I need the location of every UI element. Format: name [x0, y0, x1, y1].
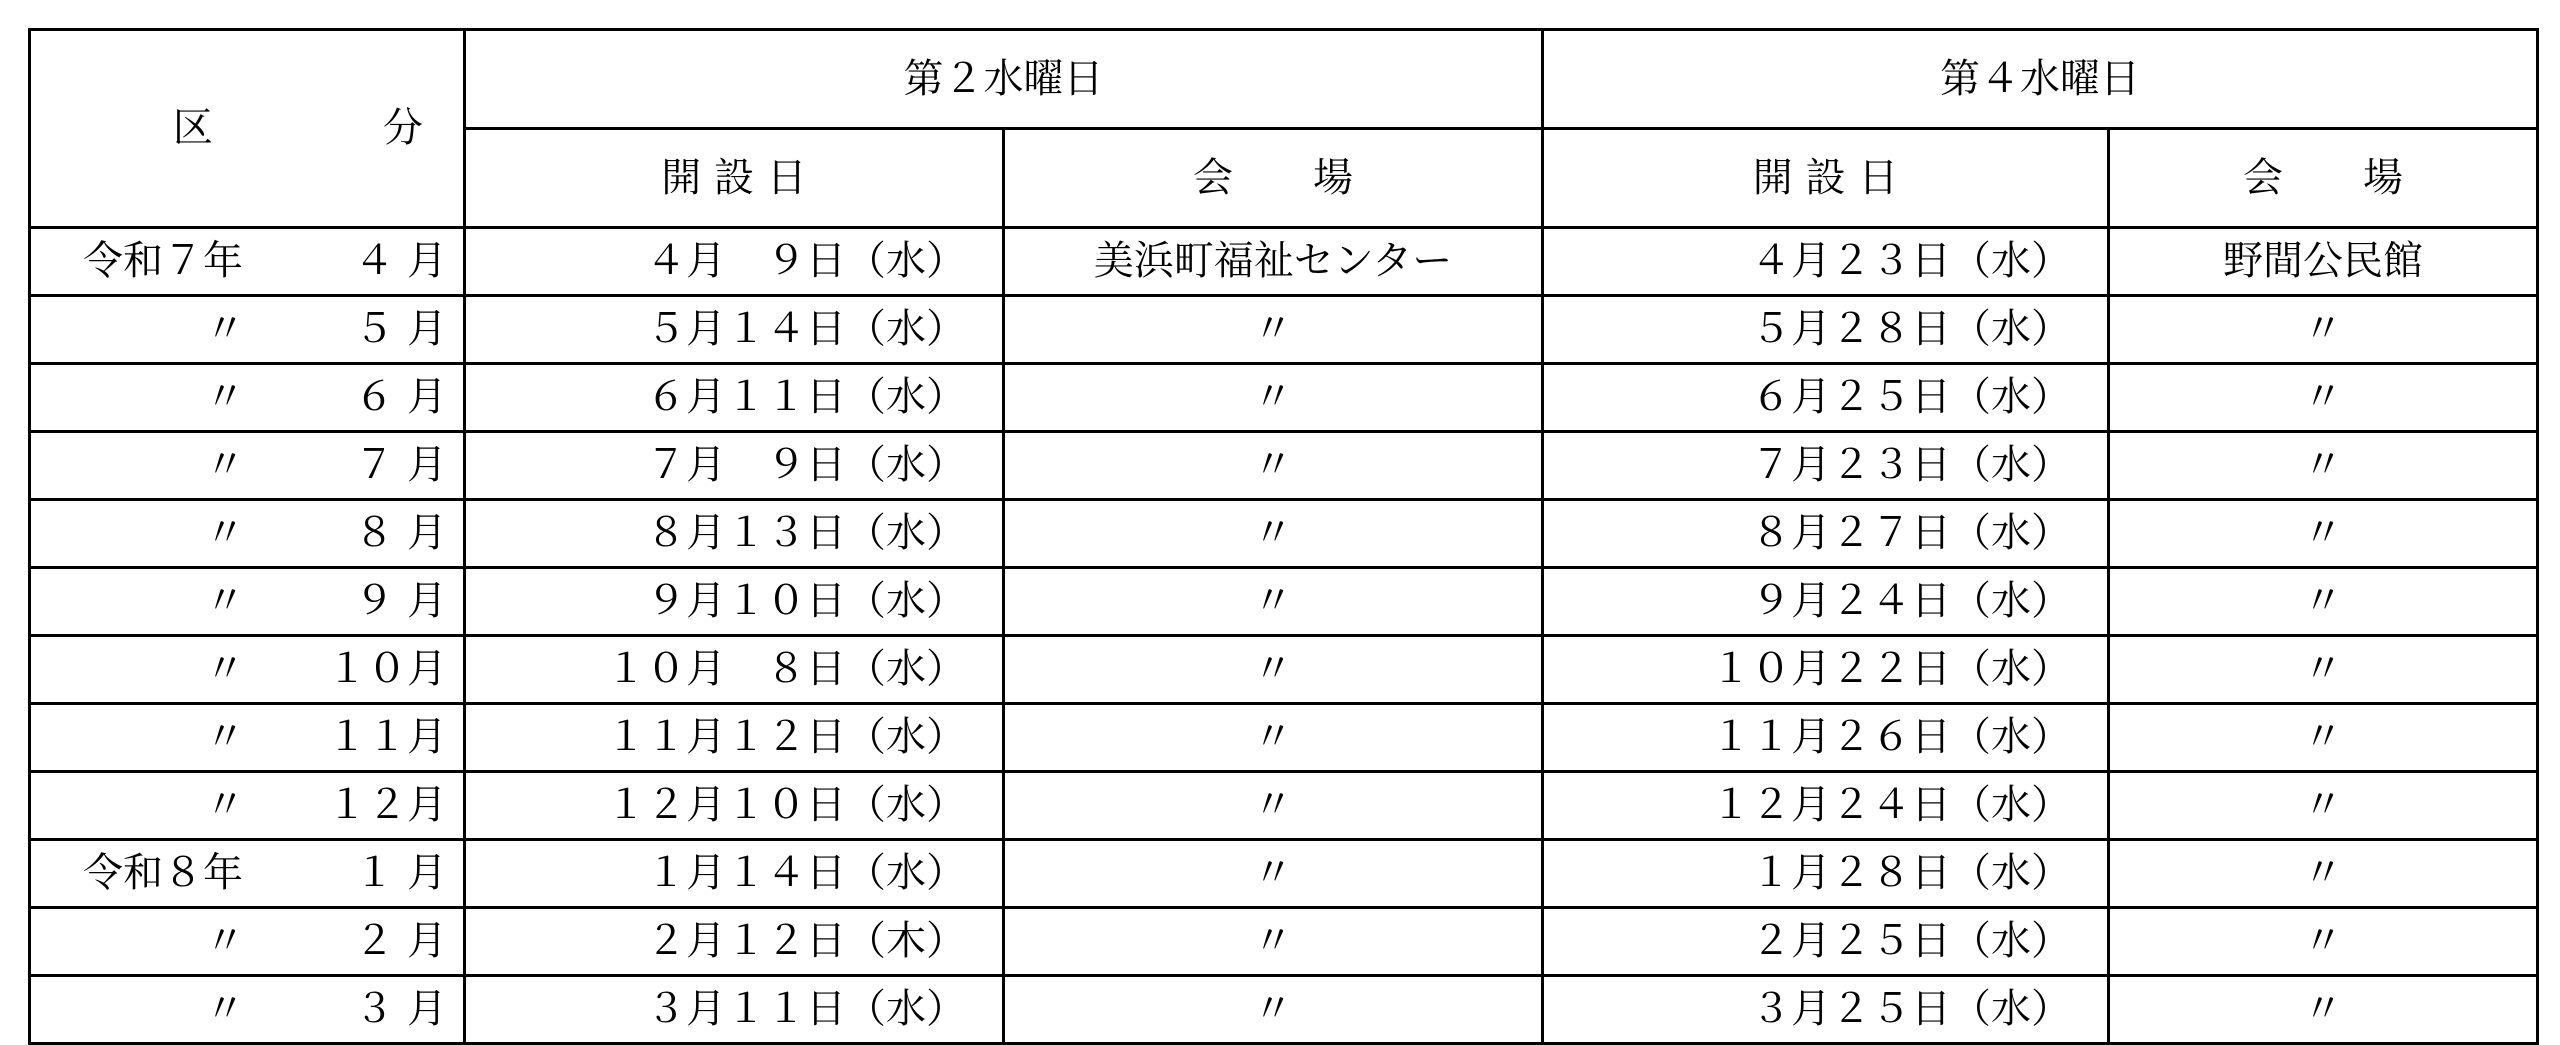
period-cell [30, 908, 465, 976]
period-cell [30, 636, 465, 704]
venue-2nd-cell: 〃 [1004, 568, 1543, 636]
venue-2nd-cell: 〃 [1004, 500, 1543, 568]
period-month: ９ 月 [354, 578, 447, 624]
venue-2nd-cell: 〃 [1004, 432, 1543, 500]
open-date-2nd-cell: ２月１２日（木） [465, 908, 1004, 976]
venue-4th-cell: 〃 [2109, 908, 2538, 976]
open-date-2nd-cell: ８月１３日（水） [465, 500, 1004, 568]
header-kubun [30, 30, 465, 228]
open-date-4th-cell: １１月２６日（水） [1543, 704, 2109, 772]
period-month: ２ 月 [354, 918, 447, 964]
venue-4th-cell: 〃 [2109, 704, 2538, 772]
venue-4th-cell: 〃 [2109, 772, 2538, 840]
venue-2nd-cell: 〃 [1004, 976, 1543, 1044]
venue-4th-cell: 〃 [2109, 840, 2538, 908]
table-row [30, 908, 2538, 976]
venue-4th-cell: 〃 [2109, 432, 2538, 500]
period-era: 〃 [205, 714, 245, 760]
period-cell [30, 228, 465, 296]
header-venue-2nd: 会 場 [1004, 129, 1543, 228]
venue-4th-cell: 〃 [2109, 636, 2538, 704]
period-cell [30, 976, 465, 1044]
venue-2nd-cell: 〃 [1004, 772, 1543, 840]
table-row [30, 228, 2538, 296]
venue-4th-cell: 〃 [2109, 364, 2538, 432]
period-cell [30, 840, 465, 908]
open-date-2nd-cell: ５月１４日（水） [465, 296, 1004, 364]
open-date-4th-cell: ６月２５日（水） [1543, 364, 2109, 432]
venue-2nd-cell: 美浜町福祉センター [1004, 228, 1543, 296]
period-era: 〃 [205, 442, 245, 488]
period-era: 〃 [205, 782, 245, 828]
open-date-2nd-cell: １月１４日（水） [465, 840, 1004, 908]
period-month: ５ 月 [354, 306, 447, 352]
venue-2nd-cell: 〃 [1004, 704, 1543, 772]
venue-4th-cell: 〃 [2109, 976, 2538, 1044]
venue-4th-cell: 野間公民館 [2109, 228, 2538, 296]
period-cell [30, 500, 465, 568]
table-row [30, 636, 2538, 704]
period-cell [30, 364, 465, 432]
table-row [30, 568, 2538, 636]
schedule-table [28, 28, 2539, 1045]
period-month: １０月 [327, 646, 447, 692]
venue-2nd-cell: 〃 [1004, 840, 1543, 908]
schedule-body [30, 228, 2538, 1044]
period-month: １１月 [327, 714, 447, 760]
open-date-4th-cell: ４月２３日（水） [1543, 228, 2109, 296]
table-row [30, 296, 2538, 364]
open-date-2nd-cell: ９月１０日（水） [465, 568, 1004, 636]
header-open-date-4th: 開 設 日 [1543, 129, 2109, 228]
header-4th-wednesday: 第４水曜日 [1543, 30, 2538, 129]
venue-2nd-cell: 〃 [1004, 364, 1543, 432]
period-era: 〃 [205, 646, 245, 692]
period-month: ３ 月 [354, 986, 447, 1032]
venue-4th-cell: 〃 [2109, 568, 2538, 636]
venue-4th-cell: 〃 [2109, 296, 2538, 364]
open-date-4th-cell: ７月２３日（水） [1543, 432, 2109, 500]
open-date-4th-cell: ２月２５日（水） [1543, 908, 2109, 976]
table-row [30, 432, 2538, 500]
table-row [30, 704, 2538, 772]
period-era: 〃 [205, 374, 245, 420]
table-row [30, 976, 2538, 1044]
venue-2nd-cell: 〃 [1004, 296, 1543, 364]
period-month: ７ 月 [354, 442, 447, 488]
period-cell [30, 772, 465, 840]
open-date-4th-cell: ９月２４日（水） [1543, 568, 2109, 636]
venue-4th-cell: 〃 [2109, 500, 2538, 568]
open-date-2nd-cell: ６月１１日（水） [465, 364, 1004, 432]
header-2nd-wednesday: 第２水曜日 [465, 30, 1543, 129]
period-era: 令和８年 [83, 850, 243, 896]
period-month: ８ 月 [354, 510, 447, 556]
table-row [30, 840, 2538, 908]
period-cell [30, 568, 465, 636]
period-era: 〃 [205, 986, 245, 1032]
open-date-2nd-cell: １０月 ８日（水） [465, 636, 1004, 704]
period-cell [30, 432, 465, 500]
open-date-4th-cell: １月２８日（水） [1543, 840, 2109, 908]
period-era: 〃 [205, 510, 245, 556]
period-cell [30, 296, 465, 364]
venue-2nd-cell: 〃 [1004, 908, 1543, 976]
header-row-groups [30, 30, 2538, 129]
period-era: 〃 [205, 918, 245, 964]
header-kubun-char-2: 分 [382, 105, 423, 151]
open-date-2nd-cell: ３月１１日（水） [465, 976, 1004, 1044]
open-date-4th-cell: ５月２８日（水） [1543, 296, 2109, 364]
venue-2nd-cell: 〃 [1004, 636, 1543, 704]
open-date-2nd-cell: １２月１０日（水） [465, 772, 1004, 840]
table-row [30, 772, 2538, 840]
period-month: ６ 月 [354, 374, 447, 420]
open-date-2nd-cell: １１月１２日（水） [465, 704, 1004, 772]
table-row [30, 500, 2538, 568]
table-row [30, 364, 2538, 432]
period-era: 令和７年 [83, 238, 243, 284]
open-date-2nd-cell: ４月 ９日（水） [465, 228, 1004, 296]
period-month: ４ 月 [354, 238, 447, 284]
open-date-4th-cell: １２月２４日（水） [1543, 772, 2109, 840]
open-date-4th-cell: １０月２２日（水） [1543, 636, 2109, 704]
period-cell [30, 704, 465, 772]
open-date-4th-cell: ８月２７日（水） [1543, 500, 2109, 568]
header-venue-4th: 会 場 [2109, 129, 2538, 228]
period-month: １２月 [327, 782, 447, 828]
header-kubun-char-1: 区 [172, 105, 213, 151]
period-era: 〃 [205, 578, 245, 624]
open-date-4th-cell: ３月２５日（水） [1543, 976, 2109, 1044]
open-date-2nd-cell: ７月 ９日（水） [465, 432, 1004, 500]
header-open-date-2nd: 開 設 日 [465, 129, 1004, 228]
period-month: １ 月 [354, 850, 447, 896]
period-era: 〃 [205, 306, 245, 352]
